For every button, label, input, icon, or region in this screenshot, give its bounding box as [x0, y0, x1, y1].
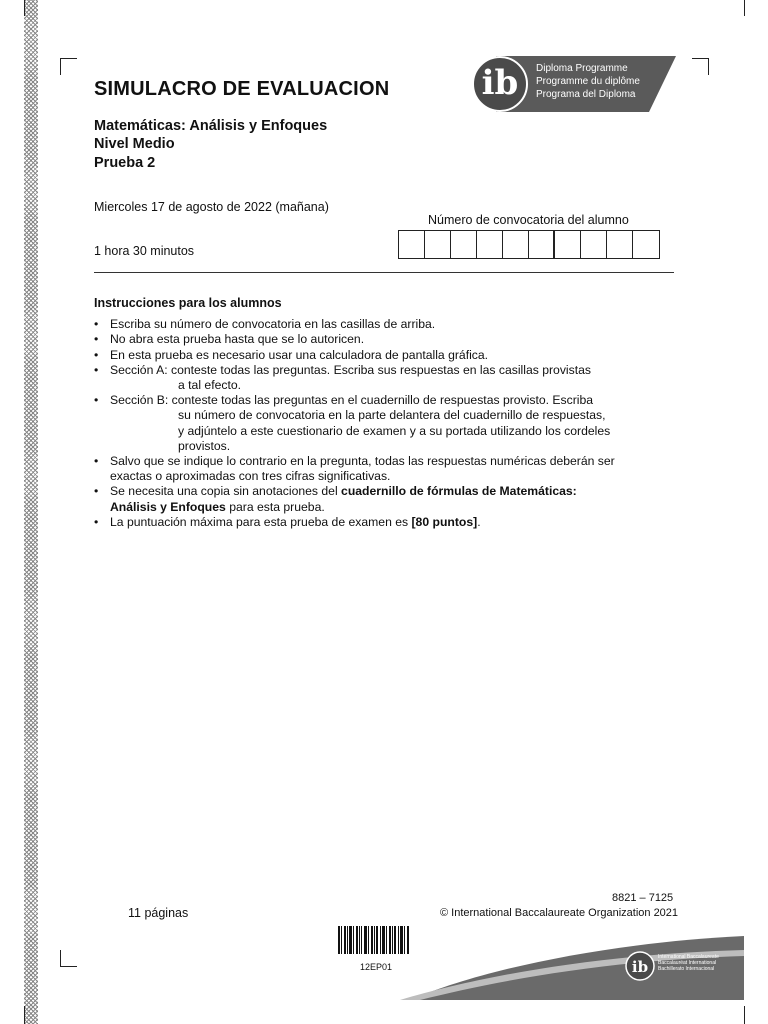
instruction-item	[94, 317, 674, 332]
divider	[94, 272, 674, 273]
corner-mark-tr	[692, 58, 709, 75]
copyright: © International Baccalaureate Organization 2021	[440, 907, 679, 919]
candidate-digit-box[interactable]	[477, 231, 503, 258]
footer-logo-line: International Baccalaureate	[658, 954, 719, 960]
exam-code: 8821 – 7125	[612, 892, 674, 904]
candidate-digit-box[interactable]	[555, 231, 581, 258]
instruction-text: Se necesita una copia sin anotaciones del	[110, 484, 342, 499]
instructions-heading: Instrucciones para los alumnos	[94, 296, 282, 310]
footer-logo-text	[658, 954, 719, 972]
instruction-text: • Salvo que se indique lo contrario en la pregunta, todas las respuestas numéricas deberán ser	[110, 454, 615, 469]
instruction-text: para esta prueba.	[225, 499, 325, 514]
instruction-text: • Sección A: conteste todas las preguntas. Escriba sus respuestas en las casillas provistas	[110, 362, 591, 377]
instruction-item	[94, 393, 674, 454]
instruction-text: • Sección B: conteste todas las preguntas en el cuadernillo de respuestas provisto. Escriba	[110, 393, 594, 408]
candidate-number-boxes[interactable]	[398, 230, 660, 259]
candidate-digit-box[interactable]	[529, 231, 555, 258]
instruction-text: su número de convocatoria en la parte delantera del cuadernillo de respuestas,	[178, 408, 606, 423]
instruction-text: provistos.	[178, 438, 231, 453]
ib-icon: ib	[472, 56, 528, 112]
instruction-item	[94, 332, 674, 347]
instruction-text: Escriba su número de convocatoria en las casillas de arriba.	[110, 317, 436, 332]
crop-mark-bottom-right	[744, 1006, 745, 1024]
crop-mark-top-right	[744, 0, 745, 16]
candidate-digit-box[interactable]	[581, 231, 607, 258]
logo-line: Programa del Diploma	[536, 89, 636, 100]
candidate-digit-box[interactable]	[399, 231, 425, 258]
instruction-text: .	[477, 514, 481, 529]
instruction-item	[94, 363, 674, 393]
exam-date: Miercoles 17 de agosto de 2022 (mañana)	[94, 200, 329, 214]
logo-line: Diploma Programme	[536, 63, 628, 74]
level: Nivel Medio	[94, 136, 175, 152]
corner-mark-bl	[60, 950, 77, 967]
instruction-text: La puntuación máxima para esta prueba de examen es	[110, 514, 412, 529]
instruction-text: exactas o aproximadas con tres cifras significativas.	[110, 469, 391, 484]
logo-text	[536, 62, 640, 101]
instructions	[94, 296, 674, 530]
instruction-item	[94, 484, 674, 514]
exam-duration: 1 hora 30 minutos	[94, 244, 195, 258]
candidate-digit-box[interactable]	[451, 231, 477, 258]
page-count: 11 páginas	[128, 906, 189, 920]
paper: Prueba 2	[94, 155, 156, 171]
crop-mark-bottom-left	[24, 1006, 25, 1024]
instruction-text: a tal efecto.	[178, 378, 242, 393]
candidate-digit-box[interactable]	[503, 231, 529, 258]
instruction-text: En esta prueba es necesario usar una calculadora de pantalla gráfica.	[110, 347, 489, 362]
instruction-text-bold: Análisis y Enfoques	[110, 499, 226, 514]
candidate-digit-box[interactable]	[607, 231, 633, 258]
instruction-text: No abra esta prueba hasta que se lo autoricen.	[110, 332, 365, 347]
logo-line: Programme du diplôme	[536, 76, 640, 87]
instruction-item	[94, 515, 674, 530]
page-title: SIMULACRO DE EVALUACION	[94, 78, 390, 100]
footer-logo-line: Bachillerato Internacional	[658, 966, 715, 972]
ib-diploma-logo	[472, 56, 676, 112]
instructions-list	[94, 317, 674, 530]
instruction-text-bold: [80 puntos]	[411, 514, 478, 529]
candidate-digit-box[interactable]	[425, 231, 451, 258]
barcode-label: 12EP01	[360, 962, 393, 972]
candidate-digit-box[interactable]	[633, 231, 659, 258]
footer-logo-line: Baccalauréat International	[658, 960, 717, 966]
instruction-text-bold: cuadernillo de fórmulas de Matemáticas:	[341, 484, 577, 499]
candidate-number-label: Número de convocatoria del alumno	[428, 213, 629, 227]
binding-margin-hatch	[24, 0, 38, 1024]
subject: Matemáticas: Análisis y Enfoques	[94, 118, 328, 134]
instruction-item	[94, 348, 674, 363]
crop-mark-top-left	[24, 0, 25, 16]
instruction-item	[94, 454, 674, 484]
corner-mark-tl	[60, 58, 77, 75]
svg-text:ib: ib	[631, 958, 649, 976]
instruction-text: y adjúntelo a este cuestionario de examen y a su portada utilizando los cordeles	[178, 423, 611, 438]
